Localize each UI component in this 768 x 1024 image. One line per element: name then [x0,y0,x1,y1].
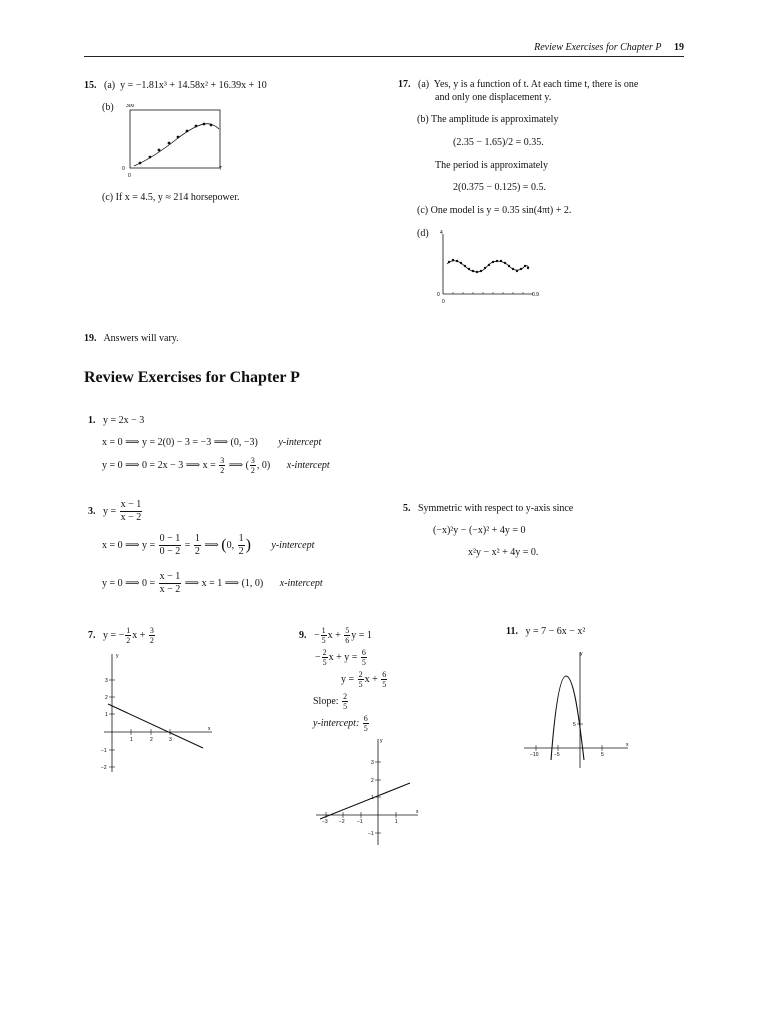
r5-statement: 5. Symmetric with respect to y-axis since [403,503,574,514]
ex17-period-eq: 2(0.375 − 0.125) = 0.5. [453,182,546,193]
ex15-part-a: 15. (a) y = −1.81x³ + 14.58x² + 16.39x + 10 [84,80,267,91]
tick-label: −1 [357,819,363,825]
tick-label: 3 [371,760,374,766]
x-max-label: 7 [219,166,222,172]
ex17-part-c: (c) One model is y = 0.35 sin(4πt) + 2. [417,205,572,216]
r3-equation: 3. y = $\frac{x - 1}{x - 2}$ [88,499,142,523]
r9-y-intercept: y-intercept: $\frac{6}{5}$ [313,714,368,733]
tick-label: −5 [554,752,560,758]
r9-slope: Slope: $\frac{2}{5}$ [313,692,348,711]
r11-equation: 11. y = 7 − 6x − x² [506,626,586,637]
tick-label: 3 [105,678,108,684]
y-min-label: 0 [437,292,440,298]
tick-label: −1 [101,748,107,754]
tick-label: −2 [339,819,345,825]
r1-y-intercept-line: x = 0 ⟹ y = 2(0) − 3 = −3 ⟹ (0, −3) y-intercept [102,437,322,448]
r3-y-intercept-line: x = 0 ⟹ y = $\frac{0 - 1}{0 - 2}$ = $\frac{1}{2}$ ⟹ (0, $\frac{1}{2}$ ) y-intercept [102,533,315,557]
tick-label: −3 [322,819,328,825]
ex17-amplitude-eq: (2.35 − 1.65)/2 = 0.35. [453,137,544,148]
ex15-scatter-plot [118,104,228,180]
tick-label: 1 [105,712,108,718]
tick-label: 1 [130,737,133,743]
cubic-curve [134,124,219,166]
tick-label: 2 [105,695,108,701]
tick-label: 3 [169,737,172,743]
section-title: Review Exercises for Chapter P [84,369,300,386]
r9-line-3: y = $\frac{2}{5}$ x + $\frac{6}{5}$ [341,670,387,689]
graph-line [320,783,410,819]
data-points [139,123,213,165]
x-min-label: 0 [442,299,445,305]
tick-label: 2 [371,778,374,784]
ticks [536,724,602,751]
r9-line-1: 9. − $\frac{1}{5}$ x + $\frac{5}{6}$ y = 1 [299,626,372,645]
y-axis-label: y [580,651,583,657]
y-axis-label: y [380,738,383,744]
y-max-label: 300 [126,104,135,109]
r7-equation: 7. y = − $\frac{1}{2}$ x + $\frac{3}{2}$ [88,626,154,645]
r5-equation-1: (−x)²y − (−x)² + 4y = 0 [433,525,526,536]
x-min-label: 0 [128,173,131,179]
ex15-part-c: (c) If x = 4.5, y ≈ 214 horsepower. [102,192,240,203]
tick-label: −1 [368,831,374,837]
tick-label: −10 [530,752,539,758]
graph-line [108,704,203,748]
r9-line-2: − $\frac{2}{5}$ x + y = $\frac{6}{5}$ [315,648,366,667]
x-axis-label: x [626,742,629,748]
ex17-part-d-label: (d) [417,228,429,239]
header-rule [84,56,684,57]
ex19: 19. Answers will vary. [84,333,179,344]
y-axis-label: y [116,653,119,659]
x-axis-label: x [208,726,211,732]
tick-label: 1 [395,819,398,825]
data-points [448,259,529,273]
r3-x-intercept-line: y = 0 ⟹ 0 = $\frac{x - 1}{x - 2}$ ⟹ x = 1 ⟹ (1, 0) x-intercept [102,571,323,595]
r11-parabola-graph [522,648,634,770]
y-max-label: 4 [440,230,443,236]
tick-label: 2 [150,737,153,743]
ex17-part-a: 17. (a) Yes, y is a function of t. At each time t, there is one [398,79,639,90]
ex15-part-b-label: (b) [102,102,114,113]
parabola-curve [551,676,584,760]
r5-equation-2: x²y − x² + 4y = 0. [468,547,539,558]
y-min-label: 0 [122,166,125,172]
r9-line-graph [312,735,422,847]
tick-label: −2 [101,765,107,771]
ticks [109,680,170,767]
plot-frame [130,110,220,168]
ex17-part-a-cont: and only one displacement y. [435,92,552,103]
ex17-period-text: The period is approximately [435,160,549,171]
r1-x-intercept-line: y = 0 ⟹ 0 = 2x − 3 ⟹ x = $\frac{3}{2}$ ⟹ ( $\frac{3}{2}$ , 0) x-intercept [102,456,330,475]
ex15-equation: y = −1.81x³ + 14.58x² + 16.39x + 10 [120,80,267,91]
ex17-sine-plot [433,228,545,306]
r7-line-graph [100,650,220,775]
x-max-label: 0.9 [532,292,539,298]
x-axis-label: x [416,809,419,815]
page-number: 19 [674,42,684,53]
running-header [534,42,684,53]
tick-label: 5 [601,752,604,758]
ex17-part-b: (b) The amplitude is approximately [417,114,559,125]
tick-label: 5 [573,722,576,728]
r1-equation: 1. y = 2x − 3 [88,415,145,426]
header-title: Review Exercises for Chapter P [534,42,662,53]
